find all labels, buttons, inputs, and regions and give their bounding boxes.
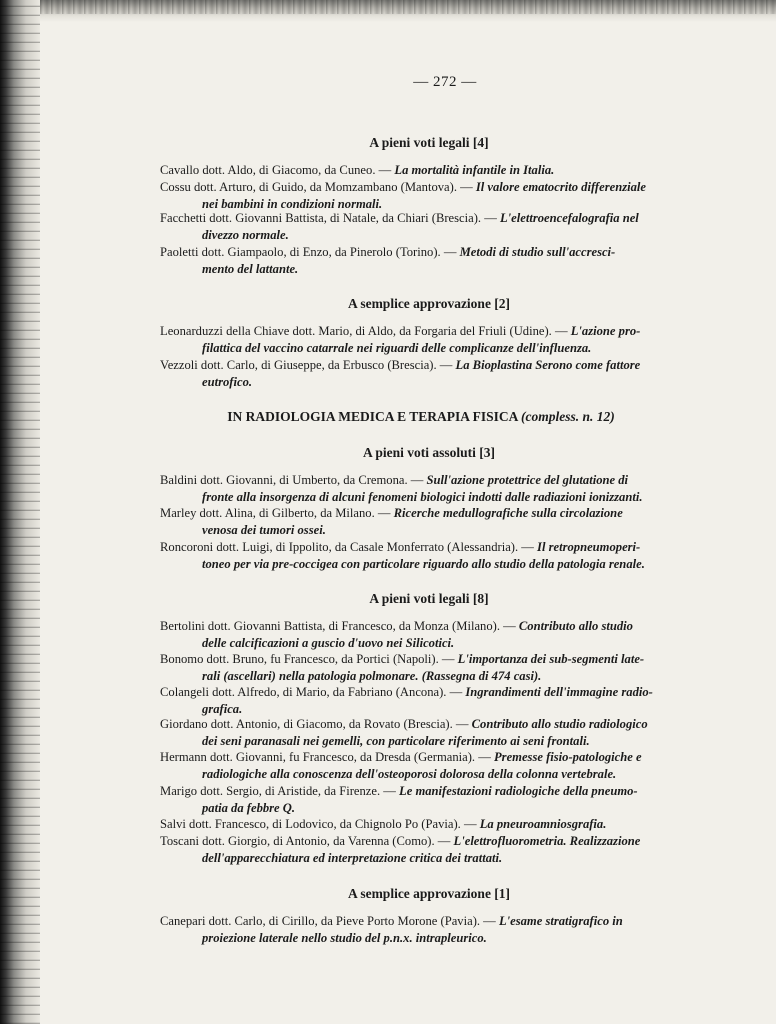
entry-title: La Bioplastina Serono come fattore: [455, 358, 641, 372]
entry-author: Canepari dott. Carlo, di Cirillo, da Pieve Porto Morone (Pavia). —: [160, 914, 496, 928]
list-item: [160, 783, 720, 817]
entry-title: L'esame stratigrafico in: [498, 914, 623, 928]
entry-author: Paoletti dott. Giampaolo, di Enzo, da Pinerolo (Torino). —: [160, 245, 457, 259]
main-heading-count: (compless. n. 12): [521, 409, 615, 424]
entry-title-continued: venosa dei tumori ossei.: [202, 523, 326, 537]
entry-author: Hermann dott. Giovanni, fu Francesco, da Dresda (Germania). —: [160, 750, 491, 764]
entry-title: L'elettrofluorometria. Realizzazione: [453, 834, 641, 848]
entry-title: Contributo allo studio: [518, 619, 633, 633]
list-item: [160, 651, 720, 685]
section-heading: A semplice approvazione [2]: [347, 296, 511, 311]
entry-author: Bonomo dott. Bruno, fu Francesco, da Portici (Napoli). —: [160, 652, 455, 666]
list-item: [160, 472, 720, 506]
entry-title-continued: nei bambini in condizioni normali.: [202, 197, 383, 211]
entry-title: L'elettroencefalografia nel: [499, 211, 639, 225]
entry-title-continued: grafica.: [202, 702, 243, 716]
section-heading: A semplice approvazione [1]: [347, 886, 511, 901]
binding-texture: [0, 0, 40, 1024]
entry-author: Cavallo dott. Aldo, di Giacomo, da Cuneo. —: [160, 163, 392, 177]
entry-title-continued: rali (ascellari) nella patologia polmonare. (Rassegna di 474 casi).: [202, 669, 542, 683]
entry-title: Ingrandimenti dell'immagine radio-: [465, 685, 653, 699]
list-item: [160, 210, 720, 244]
main-heading: [0, 409, 776, 425]
section-heading: A pieni voti legali [4]: [369, 135, 489, 150]
list-item: [160, 179, 720, 213]
entry-title-continued: delle calcificazioni a guscio d'uovo nei Silicotici.: [202, 636, 455, 650]
entry-title: L'azione pro-: [570, 324, 641, 338]
entry-title-continued: dell'apparecchiatura ed interpretazione critica dei trattati.: [202, 851, 503, 865]
entry-author: Baldini dott. Giovanni, di Umberto, da Cremona. —: [160, 473, 424, 487]
page-number: — 272 —: [413, 74, 477, 90]
top-scan-texture: [40, 0, 776, 14]
entry-title-continued: proiezione laterale nello studio del p.n.x. intrapleurico.: [202, 931, 487, 945]
entry-title: Il retropneumoperi-: [537, 540, 641, 554]
list-item: [160, 716, 720, 750]
list-item: [160, 618, 720, 652]
entry-author: Marley dott. Alina, di Gilberto, da Milano. —: [160, 506, 391, 520]
entry-author: Bertolini dott. Giovanni Battista, di Francesco, da Monza (Milano). —: [160, 619, 516, 633]
list-item: [160, 833, 720, 867]
entry-title: Contributo allo studio radiologico: [471, 717, 648, 731]
list-item: [160, 816, 720, 833]
entry-author: Cossu dott. Arturo, di Guido, da Momzambano (Mantova). —: [160, 180, 473, 194]
entry-title: La mortalità infantile in Italia.: [394, 163, 555, 177]
entry-title-continued: divezzo normale.: [202, 228, 289, 242]
list-item: [160, 684, 720, 718]
entry-author: Toscani dott. Giorgio, di Antonio, da Varenna (Como). —: [160, 834, 451, 848]
entry-title: L'importanza dei sub-segmenti late-: [457, 652, 645, 666]
entry-author: Facchetti dott. Giovanni Battista, di Natale, da Chiari (Brescia). —: [160, 211, 497, 225]
entry-title-continued: fronte alla insorgenza di alcuni fenomeni biologici indotti dalle radiazioni ionizzanti.: [202, 490, 643, 504]
entry-author: Marigo dott. Sergio, di Aristide, da Firenze. —: [160, 784, 396, 798]
entry-title: Le manifestazioni radiologiche della pneumo-: [399, 784, 638, 798]
entry-author: Giordano dott. Antonio, di Giacomo, da Rovato (Brescia). —: [160, 717, 469, 731]
entry-title-continued: filattica del vaccino catarrale nei riguardi delle complicanze dell'influenza.: [202, 341, 592, 355]
list-item: [160, 244, 720, 278]
main-heading-text: IN RADIOLOGIA MEDICA E TERAPIA FISICA: [227, 409, 518, 424]
section-heading: A pieni voti legali [8]: [369, 591, 489, 606]
list-item: [160, 162, 720, 179]
list-item: [160, 913, 720, 947]
section-heading: A pieni voti assoluti [3]: [362, 445, 495, 460]
entry-title: Premesse fisio-patologiche e: [493, 750, 642, 764]
entry-author: Leonarduzzi della Chiave dott. Mario, di Aldo, da Forgaria del Friuli (Udine). —: [160, 324, 568, 338]
entry-title: Ricerche medullografiche sulla circolazione: [393, 506, 623, 520]
list-item: [160, 539, 720, 573]
entry-author: Colangeli dott. Alfredo, di Mario, da Fabriano (Ancona). —: [160, 685, 463, 699]
entry-title-continued: eutrofico.: [202, 375, 253, 389]
list-item: [160, 323, 720, 357]
entry-title-continued: patia da febbre Q.: [202, 801, 296, 815]
entry-title: Il valore ematocrito differenziale: [475, 180, 646, 194]
entry-title-continued: dei seni paranasali nei gemelli, con particolare riferimento ai seni frontali.: [202, 734, 590, 748]
entry-title-continued: mento del lattante.: [202, 262, 299, 276]
entry-title-continued: toneo per via pre-coccigea con particolare riguardo allo studio della patologia renale.: [202, 557, 645, 571]
entry-author: Vezzoli dott. Carlo, di Giuseppe, da Erbusco (Brescia). —: [160, 358, 453, 372]
list-item: [160, 505, 720, 539]
entry-title: Sull'azione protettrice del glutatione di: [426, 473, 629, 487]
entry-title-continued: radiologiche alla conoscenza dell'osteoporosi dolorosa della colonna vertebrale.: [202, 767, 617, 781]
entry-author: Roncoroni dott. Luigi, di Ippolito, da Casale Monferrato (Alessandria). —: [160, 540, 534, 554]
entry-title: La pneuroamniosgrafia.: [479, 817, 607, 831]
entry-author: Salvi dott. Francesco, di Lodovico, da Chignolo Po (Pavia). —: [160, 817, 477, 831]
list-item: [160, 357, 720, 391]
entry-title: Metodi di studio sull'accresci-: [459, 245, 616, 259]
list-item: [160, 749, 720, 783]
